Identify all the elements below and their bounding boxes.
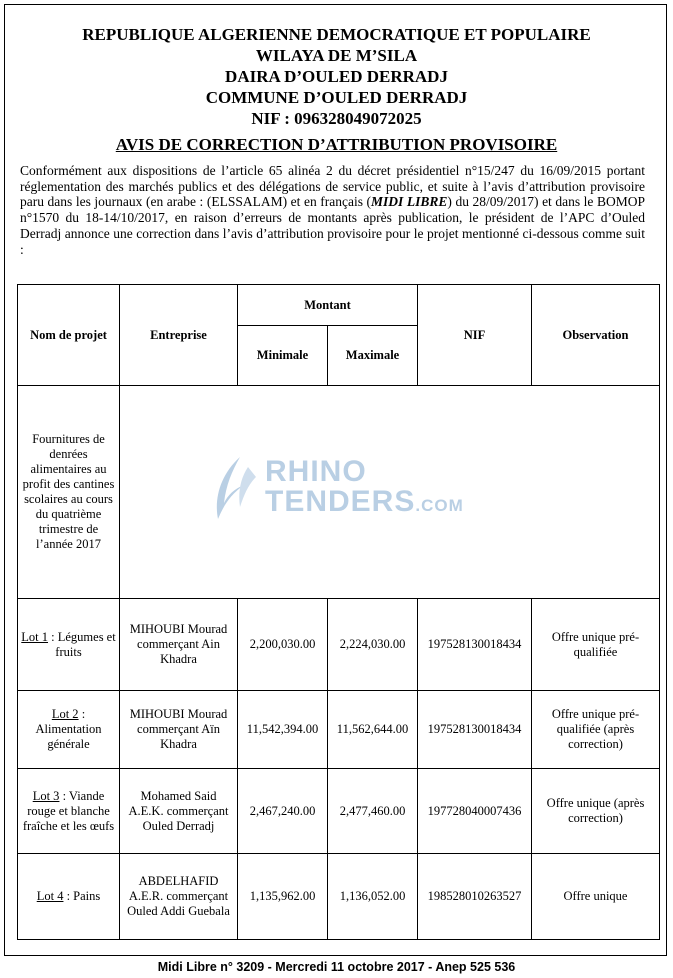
table-row — [18, 769, 660, 854]
minimale-cell: 2,200,030.00 — [238, 599, 328, 691]
lot-label: Lot 1 — [21, 629, 49, 644]
table-row — [18, 599, 660, 691]
lot-label: Lot 3 — [32, 788, 60, 803]
lot-description: : Alimentation générale — [35, 707, 102, 751]
header-maximale: Maximale — [328, 326, 418, 386]
nif-cell: 197728040007436 — [418, 769, 532, 854]
lot-cell — [18, 691, 120, 769]
maximale-cell: 11,562,644.00 — [328, 691, 418, 769]
intro-emphasis: MIDI LIBRE — [371, 194, 448, 210]
lot-cell — [18, 599, 120, 691]
nif-cell: 198528010263527 — [418, 854, 532, 940]
observation-cell: Offre unique pré-qualifiée — [532, 599, 660, 691]
publication-footer: Midi Libre n° 3209 - Mercredi 11 octobre 2017 - Anep 525 536 — [157, 960, 516, 974]
minimale-cell: 11,542,394.00 — [238, 691, 328, 769]
nif-cell: 197528130018434 — [418, 599, 532, 691]
minimale-cell: 1,135,962.00 — [238, 854, 328, 940]
watermark-line2-text: TENDERS — [265, 485, 416, 518]
entreprise-cell: Mohamed Said A.E.K. commerçant Ouled Derradj — [120, 769, 238, 854]
intro-paragraph — [20, 163, 645, 257]
observation-cell: Offre unique pré-qualifiée (après correction) — [532, 691, 660, 769]
nif-cell: 197528130018434 — [418, 691, 532, 769]
intro-text-1: Conformément aux dispositions de l’article 65 alinéa 2 du décret présidentiel n°15/247 du 16/09/2015 portant réglementation des marchés publics et des délégations de service public, et suite à l’avis d’attribution provisoire paru dans les journaux (en arabe : (ELSSALAM) et en français ( — [20, 163, 645, 210]
table-row — [18, 854, 660, 940]
lot-label: Lot 2 — [51, 707, 79, 721]
header-daira: DAIRA D’OULED DERRADJ — [225, 67, 448, 86]
watermark-line1: RHINO — [265, 455, 367, 488]
entreprise-cell: ABDELHAFID A.E.R. commerçant Ouled Addi Guebala — [120, 854, 238, 940]
lot-label: Lot 4 — [36, 889, 64, 903]
lot-cell — [18, 769, 120, 854]
header-nif: NIF — [418, 285, 532, 386]
header-wilaya: WILAYA DE M’SILA — [255, 46, 418, 65]
header-observation: Observation — [532, 285, 660, 386]
lot-description: : Viande rouge et blanche fraîche et les œufs — [22, 788, 115, 833]
table-row — [18, 691, 660, 769]
observation-cell: Offre unique — [532, 854, 660, 940]
lot-cell — [18, 854, 120, 940]
maximale-cell: 2,477,460.00 — [328, 769, 418, 854]
minimale-cell: 2,467,240.00 — [238, 769, 328, 854]
header-montant: Montant — [238, 285, 418, 326]
project-name-cell — [18, 386, 120, 599]
intro-text-2: ) du 28/09/2017) et dans le BOMOP n°1570 du 18-14/10/2017, en raison d’erreurs de montants après publication, le président de l’APC d’Ouled Derradj annonce une correction dans l’avis d’attribution provisoire pour le projet mentionné ci-dessous comme suit : — [20, 194, 645, 257]
project-name: Fournitures de denrées alimentaires au profit des cantines scolaires au cours du quatrième trimestre de l’année 2017 — [22, 432, 115, 551]
header-entreprise: Entreprise — [120, 285, 238, 386]
lot-description: : Légumes et fruits — [48, 629, 116, 659]
entreprise-cell: MIHOUBI Mourad commerçant Aïn Khadra — [120, 691, 238, 769]
header-commune: COMMUNE D’OULED DERRADJ — [205, 88, 468, 107]
header-nif: NIF : 096328049072025 — [251, 109, 422, 128]
header-republic: REPUBLIQUE ALGERIENNE DEMOCRATIQUE ET POPULAIRE — [82, 25, 591, 44]
maximale-cell: 2,224,030.00 — [328, 599, 418, 691]
notice-title: AVIS DE CORRECTION D’ATTRIBUTION PROVISOIRE — [115, 135, 558, 154]
header-minimale: Minimale — [238, 326, 328, 386]
observation-cell: Offre unique (après correction) — [532, 769, 660, 854]
header-nom-projet: Nom de projet — [18, 285, 120, 386]
entreprise-cell: MIHOUBI Mourad commerçant Ain Khadra — [120, 599, 238, 691]
lot-description: : Pains — [63, 889, 101, 903]
watermark-suffix: .COM — [415, 496, 464, 515]
maximale-cell: 1,136,052.00 — [328, 854, 418, 940]
project-spacer-cell — [120, 386, 660, 599]
attribution-table — [17, 284, 660, 940]
